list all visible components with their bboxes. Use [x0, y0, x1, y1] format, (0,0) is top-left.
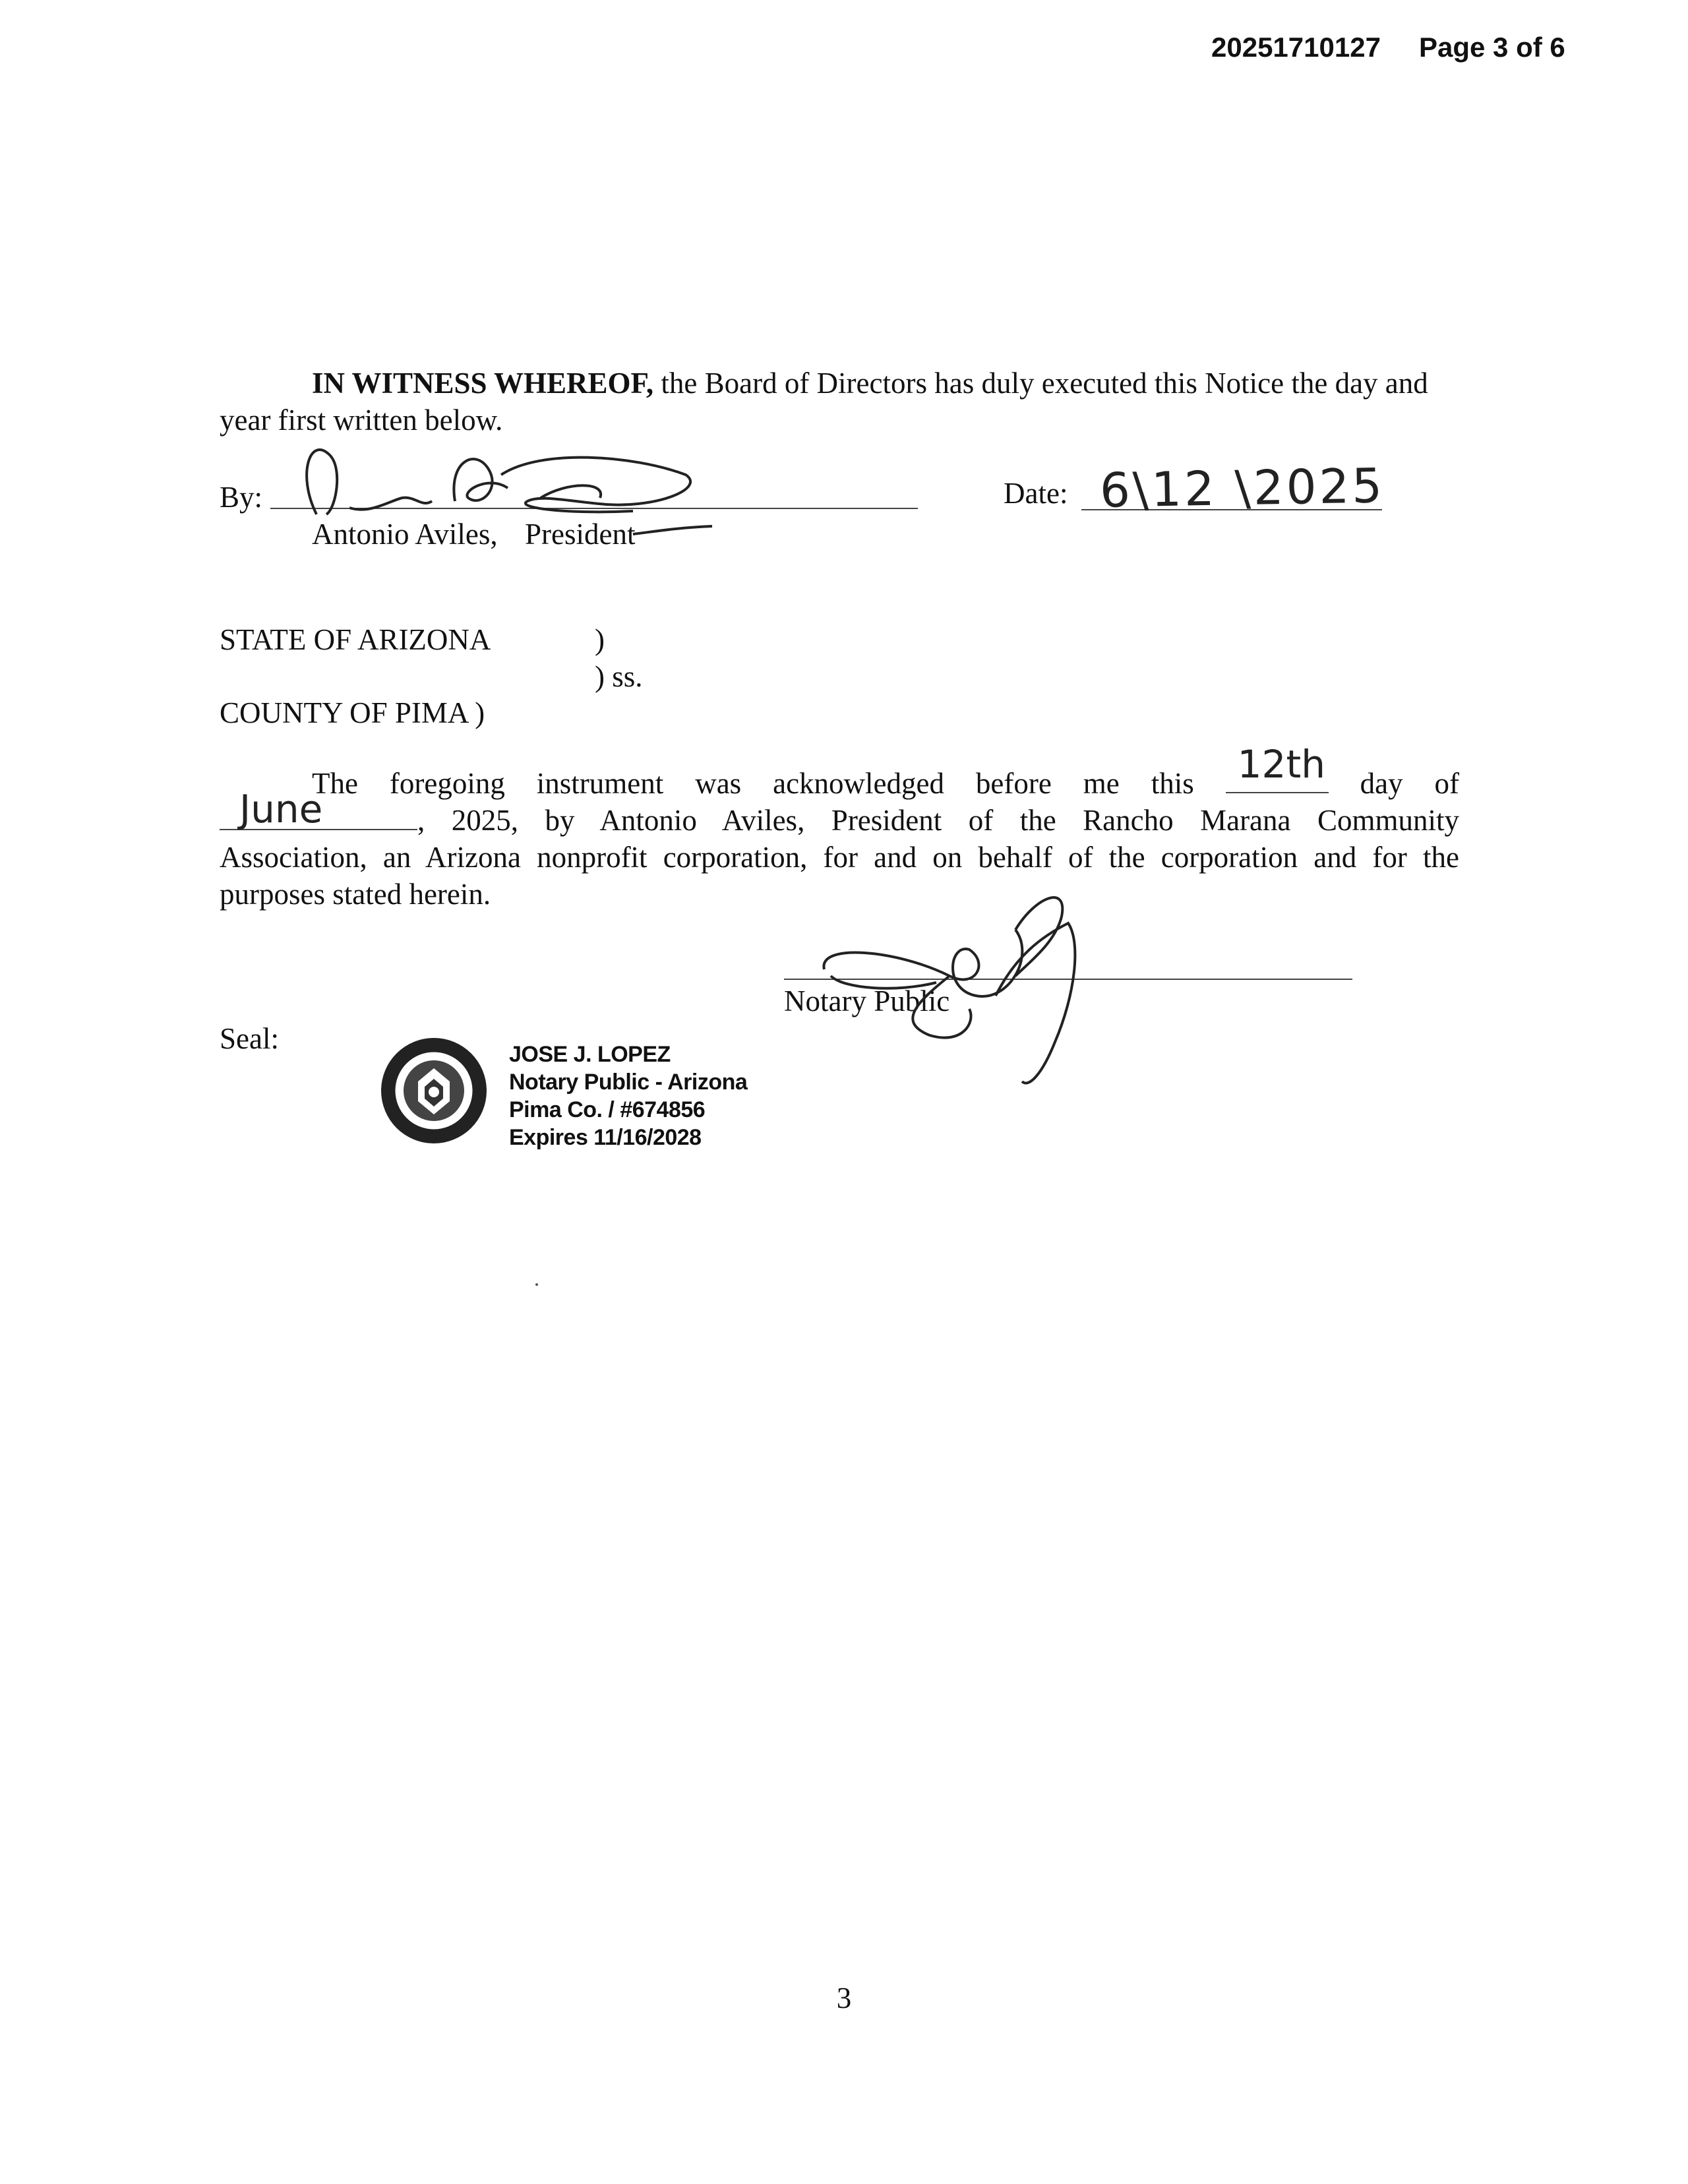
witness-paragraph [220, 365, 1459, 439]
venue-county: COUNTY OF PIMA ) [220, 696, 485, 729]
ack-line-3: Association, an Arizona nonprofit corporation, for and on behalf of the corporation and for the [220, 841, 1459, 874]
recording-number: 20251710127 [1211, 32, 1381, 63]
by-label: By: [220, 481, 263, 514]
month-blank [220, 787, 417, 832]
signer-title: President [525, 518, 636, 551]
day-blank [1226, 742, 1329, 793]
notary-signature-image [818, 877, 1108, 1101]
ack-line-2 [220, 787, 1459, 839]
handwritten-month: June [239, 787, 323, 832]
notary-label: Notary Public [784, 985, 950, 1017]
witness-text: the Board of Directors has duly executed this Notice the day and year first written below. [220, 367, 1428, 437]
signer-name: Antonio Aviles, [312, 518, 498, 551]
page-indicator: Page 3 of 6 [1419, 32, 1565, 63]
notary-stamp-text [509, 1041, 747, 1151]
stamp-line-name: JOSE J. LOPEZ [509, 1042, 671, 1067]
witness-lead: IN WITNESS WHEREOF, [312, 367, 654, 400]
ack-line-1-pre: The foregoing instrument was acknowledged before me this [312, 767, 1194, 800]
page-number: 3 [836, 1982, 852, 2015]
seal-label: Seal: [220, 1022, 279, 1055]
notary-seal-emblem [378, 1035, 489, 1146]
venue-paren: ) [595, 623, 605, 656]
ack-line-2-text: , 2025, by Antonio Aviles, President of the Rancho Marana Community [417, 804, 1459, 837]
venue-ss: ) ss. [595, 660, 643, 693]
ack-line-1-post: day of [1360, 767, 1459, 800]
ack-line-4: purposes stated herein. [220, 878, 491, 911]
ack-line-1 [220, 742, 1459, 802]
date-label: Date: [1004, 477, 1068, 510]
handwritten-date: 6\12 \2025 [1099, 458, 1385, 518]
stamp-line-expiry: Expires 11/16/2028 [509, 1125, 702, 1150]
handwritten-day: 12th [1237, 742, 1325, 787]
stray-mark [535, 1283, 538, 1286]
stamp-line-title: Notary Public - Arizona [509, 1070, 748, 1095]
venue-state: STATE OF ARIZONA [220, 623, 491, 656]
stamp-line-commission: Pima Co. / #674856 [509, 1097, 706, 1122]
